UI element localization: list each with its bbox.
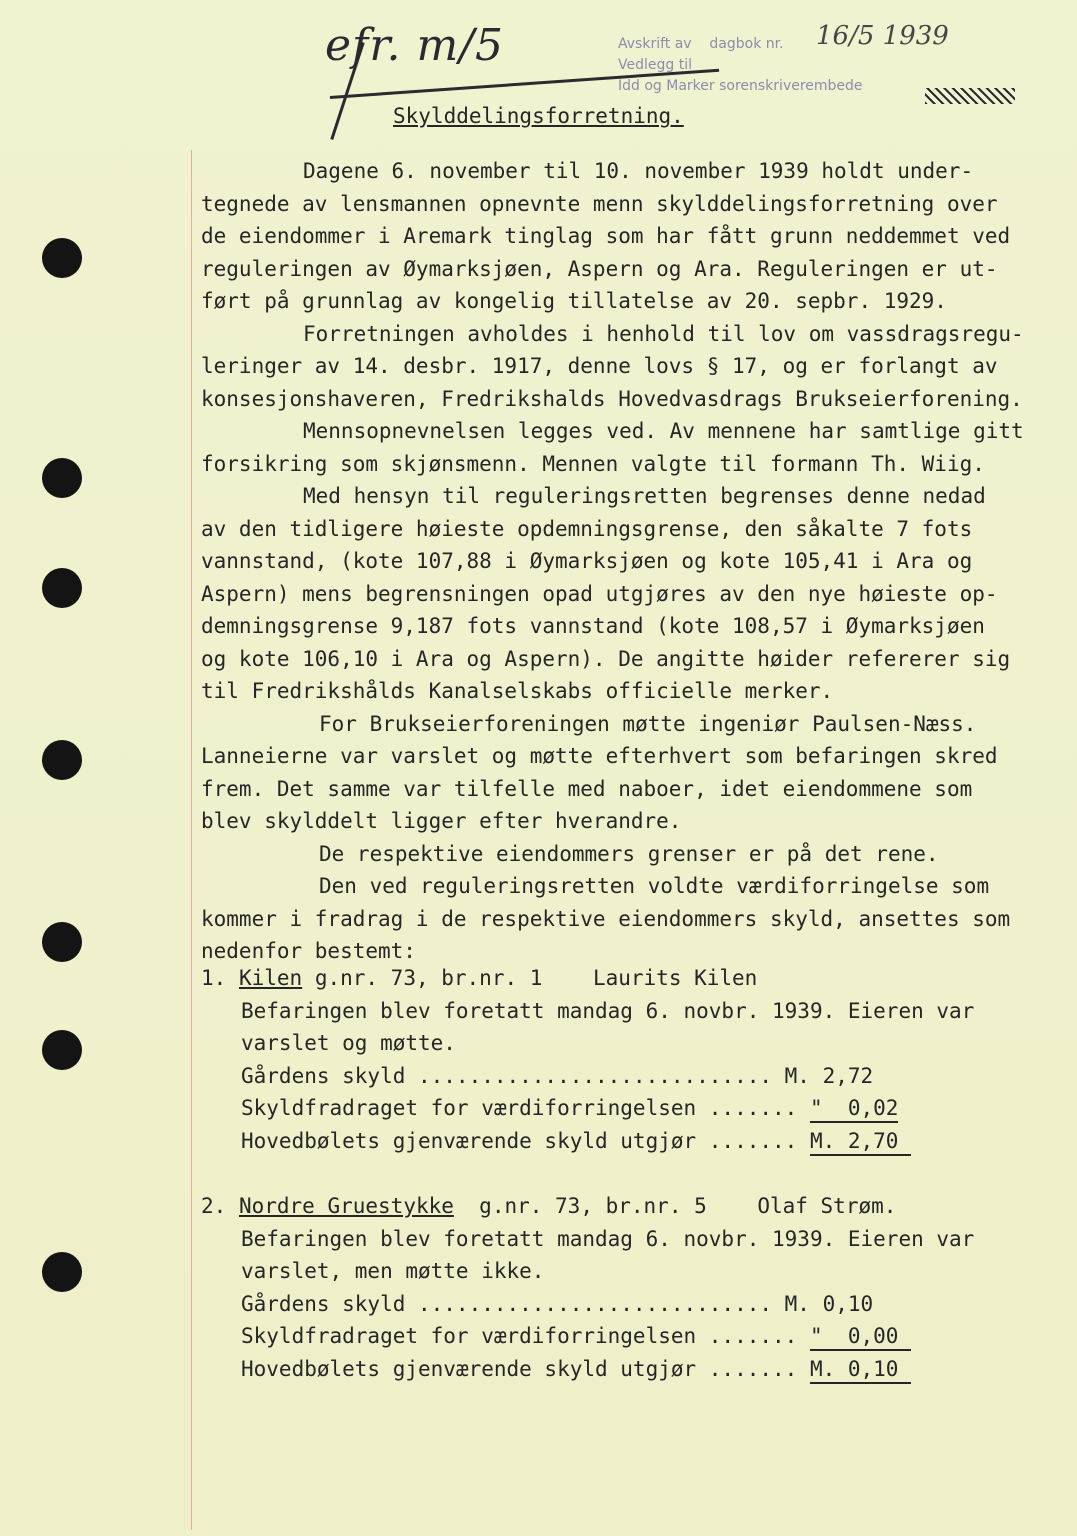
text-line: forsikring som skjønsmenn. Mennen valgte til formann Th. Wiig. xyxy=(201,451,985,476)
text-line: Befaringen blev foretatt mandag 6. novbr. 1939. Eieren var xyxy=(241,1226,975,1251)
rest-value: M. 0,10 xyxy=(810,1356,911,1384)
text-line: de eiendommer i Aremark tinglag som har fått grunn neddemmet ved xyxy=(201,224,1011,248)
fradrag-label: Skyldfradraget for værdiforringelsen ....... xyxy=(241,1096,810,1120)
text-line: og kote 106,10 i Ara og Aspern). De angitte høider refererer sig xyxy=(201,646,1011,671)
handwritten-reference: efr. m/5 xyxy=(325,20,505,71)
stamp-line3: Idd og Marker sorenskriverembede xyxy=(618,78,863,94)
punch-hole xyxy=(42,1252,82,1292)
text-line: tegnede av lensmannen opnevnte menn skylddelingsforretning over xyxy=(201,191,998,216)
fradrag-value: " 0,00 xyxy=(810,1323,911,1351)
text-line: Aspern) mens begrensningen opad utgjøres av den nye høieste op- xyxy=(201,581,998,606)
punch-hole xyxy=(42,922,82,962)
fradrag-label: Skyldfradraget for værdiforringelsen ....... xyxy=(241,1324,810,1348)
punch-hole xyxy=(42,238,82,278)
stamp-line1: Avskrift av xyxy=(618,36,692,52)
text-line: demningsgrense 9,187 fots vannstand (kote 108,57 i Øymarksjøen xyxy=(201,614,985,638)
punch-hole xyxy=(42,1030,82,1070)
stamp-handwritten-date: 16/5 1939 xyxy=(816,21,949,51)
text-line: varslet og møtte. xyxy=(241,1031,456,1055)
margin-rule xyxy=(191,150,192,1530)
skyld-label: Gårdens skyld ............................ xyxy=(241,1063,785,1088)
entry-number: 2. xyxy=(201,1194,227,1218)
property-name: Nordre Gruestykke xyxy=(238,1194,454,1218)
rest-value: M. 2,70 xyxy=(810,1128,911,1156)
text-line: Befaringen blev foretatt mandag 6. novbr. 1939. Eieren var xyxy=(241,998,975,1023)
text-line: leringer av 14. desbr. 1917, denne lovs § 17, og er forlangt av xyxy=(201,354,998,378)
text-line: nedenfor bestemt: xyxy=(201,939,416,963)
text-line: vannstand, (kote 107,88 i Øymarksjøen og kote 105,41 i Ara og xyxy=(201,549,973,573)
text-line: varslet, men møtte ikke. xyxy=(241,1259,545,1283)
skyld-value: M. 0,10 xyxy=(784,1291,874,1316)
stamp-strikethrough xyxy=(925,88,1015,104)
document-title: Skylddelingsforretning. xyxy=(393,104,684,128)
body-text xyxy=(201,155,1061,968)
property-ref: g.nr. 73, br.nr. 1 Laurits Kilen xyxy=(302,966,758,990)
property-entry-1 xyxy=(201,962,974,1157)
text-line: Med hensyn til reguleringsretten begrenses denne nedad xyxy=(303,484,986,508)
text-line: Forretningen avholdes i henhold til lov om vassdragsregu- xyxy=(303,321,1024,346)
stamp-line2: Vedlegg til xyxy=(618,57,692,73)
rest-label: Hovedbølets gjenværende skyld utgjør ....... xyxy=(241,1128,810,1153)
text-line: reguleringen av Øymarksjøen, Aspern og Ara. Reguleringen er ut- xyxy=(201,256,998,281)
text-line: De respektive eiendommers grenser er på det rene. xyxy=(319,841,939,866)
property-name: Kilen xyxy=(238,966,303,990)
punch-hole xyxy=(42,458,82,498)
fradrag-value: " 0,02 xyxy=(810,1095,899,1123)
text-line: kommer i fradrag i de respektive eiendommers skyld, ansettes som xyxy=(201,906,1011,931)
text-line: For Brukseierforeningen møtte ingeniør Paulsen-Næss. xyxy=(319,711,977,736)
text-line: Lanneierne var varslet og møtte efterhvert som befaringen skred xyxy=(201,744,998,768)
text-line: Mennsopnevnelsen legges ved. Av mennene har samtlige gitt xyxy=(303,419,1024,443)
punch-hole xyxy=(42,740,82,780)
entry-number: 1. xyxy=(201,966,227,990)
property-ref: g.nr. 73, br.nr. 5 Olaf Strøm. xyxy=(453,1194,897,1218)
skyld-label: Gårdens skyld ............................ xyxy=(241,1291,785,1316)
text-line: ført på grunnlag av kongelig tillatelse av 20. sepbr. 1929. xyxy=(201,289,947,313)
text-line: til Fredrikshålds Kanalselskabs officielle merker. xyxy=(201,679,834,703)
registry-stamp xyxy=(618,21,949,97)
text-line: blev skylddelt ligger efter hverandre. xyxy=(201,809,682,833)
text-line: Den ved reguleringsretten voldte værdiforringelse som xyxy=(319,874,990,898)
skyld-value: M. 2,72 xyxy=(784,1063,874,1088)
stamp-line1b: dagbok nr. xyxy=(709,36,784,52)
text-line: Dagene 6. november til 10. november 1939 holdt under- xyxy=(303,159,974,183)
text-line: frem. Det samme var tilfelle med naboer, idet eiendommene som xyxy=(201,776,973,801)
rest-label: Hovedbølets gjenværende skyld utgjør ....... xyxy=(241,1356,810,1381)
property-entry-2 xyxy=(201,1190,974,1385)
punch-hole xyxy=(42,568,82,608)
text-line: av den tidligere høieste opdemningsgrense, den såkalte 7 fots xyxy=(201,516,973,541)
text-line: konsesjonshaveren, Fredrikshalds Hovedvasdrags Brukseierforening. xyxy=(201,386,1023,411)
